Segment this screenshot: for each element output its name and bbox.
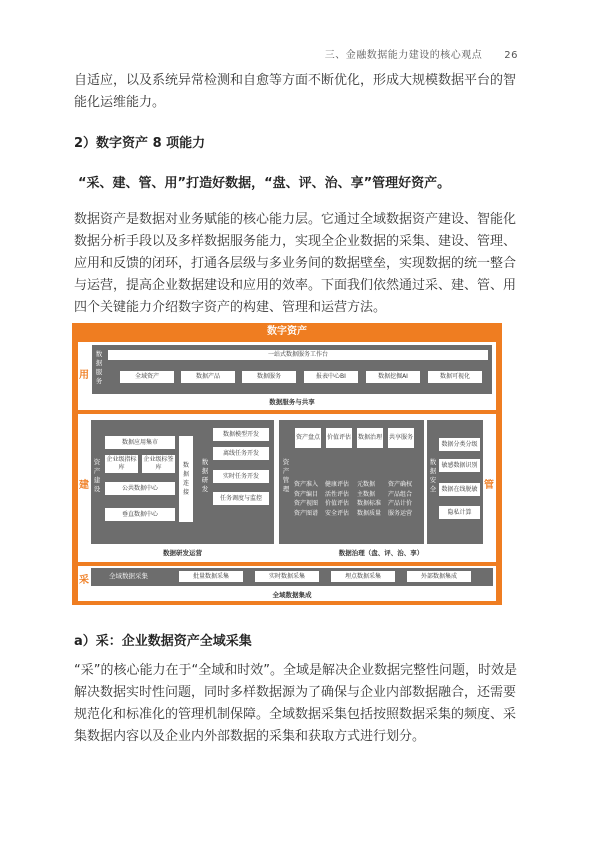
use-item: 报表中心BI <box>304 371 358 383</box>
manage-col-item: 产品组合 <box>388 490 413 498</box>
collect-item: 埋点数据采集 <box>331 571 395 582</box>
data-service-label: 数据服务 <box>95 350 103 385</box>
collect-block <box>91 568 493 586</box>
build-side-label: 建 <box>79 480 89 491</box>
security-item: 数据在线脱敏 <box>439 483 480 496</box>
manage-col-item: 资产编目 <box>294 490 319 498</box>
manage-col-item: 数据标准 <box>357 500 382 507</box>
app-market-box: 数据应用集市 <box>105 436 175 449</box>
security-item: 敏感数据识别 <box>439 459 480 472</box>
manage-col-item: 健康评估 <box>325 481 350 488</box>
manage-top-item: 共享服务 <box>388 428 414 448</box>
collect-caption: 全域数据集成 <box>272 591 312 599</box>
digital-assets-diagram <box>72 323 502 605</box>
data-service-block <box>92 345 492 394</box>
asset-manage-label: 资产管理 <box>282 458 290 493</box>
diagram-title: 数字资产 <box>267 326 307 337</box>
manage-col-item: 资产视图 <box>294 500 319 507</box>
manage-col-4 <box>388 480 412 518</box>
collect-item: 批量数据采集 <box>179 571 243 582</box>
manage-col-item: 数据质量 <box>357 509 382 517</box>
data-dev-label: 数据研发 <box>201 458 209 493</box>
indicator-lib-box: 企业级指标库 <box>106 456 137 471</box>
manage-col-item: 产品计价 <box>388 500 413 507</box>
manage-col-item: 主数据 <box>357 490 376 498</box>
manage-col-1 <box>294 480 318 518</box>
page-number: 26 <box>504 50 518 61</box>
use-caption: 数据服务与共享 <box>269 398 315 406</box>
build-manage-panel <box>78 414 496 562</box>
dev-item: 数据模型开发 <box>213 428 269 441</box>
manage-caption <box>279 548 483 557</box>
manage-col-item: 安全评估 <box>325 509 350 517</box>
manage-top-item: 价值评估 <box>326 428 352 448</box>
section-title: 三、金融数据能力建设的核心观点 <box>324 50 483 61</box>
manage-col-item: 活性评估 <box>325 490 350 498</box>
data-connect-label: 数据连接 <box>182 462 189 496</box>
section-heading: 2）数字资产 8 项能力 <box>74 136 206 151</box>
tag-lib-box: 企业级标签库 <box>143 456 174 471</box>
vertical-center-box: 垂直数据中心 <box>105 508 175 521</box>
manage-col-item: 资产确权 <box>388 481 413 488</box>
section-subheading: “采、建、管、用”打造好数据，“盘、评、治、享”管理好资产。 <box>78 176 451 191</box>
use-item: 数据可视化 <box>428 371 482 383</box>
manage-col-2 <box>325 480 349 518</box>
use-item: 全域资产 <box>120 371 174 383</box>
section-heading-collect: a）采：企业数据资产全域采集 <box>74 634 252 649</box>
manage-col-item: 资产准入 <box>294 481 319 488</box>
use-item: 数据挖掘AI <box>366 371 420 383</box>
collect-item: 全域数据采集 <box>109 572 148 580</box>
data-security-block <box>427 420 483 544</box>
manage-side-label: 管 <box>484 480 494 491</box>
manage-top-item: 资产盘点 <box>295 428 321 448</box>
data-connect-box <box>179 436 193 522</box>
build-block <box>91 420 274 544</box>
dev-item: 实时任务开发 <box>213 470 269 483</box>
collect-panel <box>78 566 496 601</box>
paragraph-intro: 自适应，以及系统异常检测和自愈等方面不断优化，形成大规模数据平台的智能化运维能力。 <box>74 73 517 110</box>
manage-col-item: 资产图谱 <box>294 509 319 517</box>
manage-col-item: 价值评估 <box>325 500 350 507</box>
use-item: 数据服务 <box>242 371 296 383</box>
service-workbench: 一站式数据服务工作台 <box>108 350 488 360</box>
paragraph-digital-assets: 数据资产是数据对业务赋能的核心能力层。它通过全域数据资产建设、智能化数据分析手段以及多样数据服务能力，实现全企业数据的采集、建设、管理、应用和反馈的闭环，打通各层级与多业务间的数据壁垒，实现数据的统一整合与运营，提高企业数据建设和应用的效率。下面我们依然通过采、建、管、用四个关键能力介绍数字资产的构建、管理和运营方法。 <box>74 212 517 315</box>
data-security-label: 数据安全 <box>429 458 437 493</box>
dev-item: 离线任务开发 <box>213 447 269 460</box>
asset-manage-block <box>279 420 424 544</box>
manage-col-3 <box>357 480 381 518</box>
use-panel <box>78 342 496 410</box>
security-item: 数据分类分级 <box>439 438 480 451</box>
manage-col-item: 服务运营 <box>388 509 413 517</box>
manage-top-item: 数据治理 <box>357 428 383 448</box>
manage-col-item: 元数据 <box>357 481 376 488</box>
security-item: 隐私计算 <box>439 506 480 519</box>
manage-caption-text: 数据治理（盘、评、治、享） <box>338 549 424 557</box>
build-caption: 数据研发运营 <box>163 549 202 557</box>
collect-item: 外部数据集成 <box>407 571 471 582</box>
paragraph-collect: “采”的核心能力在于“全域和时效”。全域是解决企业数据完整性问题，时效是解决数据实时性问题，同时多样数据源为了确保与企业内部数据融合，还需要规范化和标准化的管理机制保障。全域数据采集包括按照数据采集的频度、采集数据内容以及企业内外部数据的采集和获取方式进行划分。 <box>74 663 517 744</box>
dev-item: 任务调度与监控 <box>213 492 269 505</box>
use-side-label: 用 <box>79 370 89 381</box>
public-center-box: 公共数据中心 <box>105 482 175 495</box>
collect-side-label: 采 <box>79 575 89 586</box>
use-item: 数据产品 <box>181 371 235 383</box>
collect-item: 实时数据采集 <box>255 571 319 582</box>
page-header <box>325 46 518 61</box>
asset-build-label: 资产建设 <box>93 458 101 493</box>
